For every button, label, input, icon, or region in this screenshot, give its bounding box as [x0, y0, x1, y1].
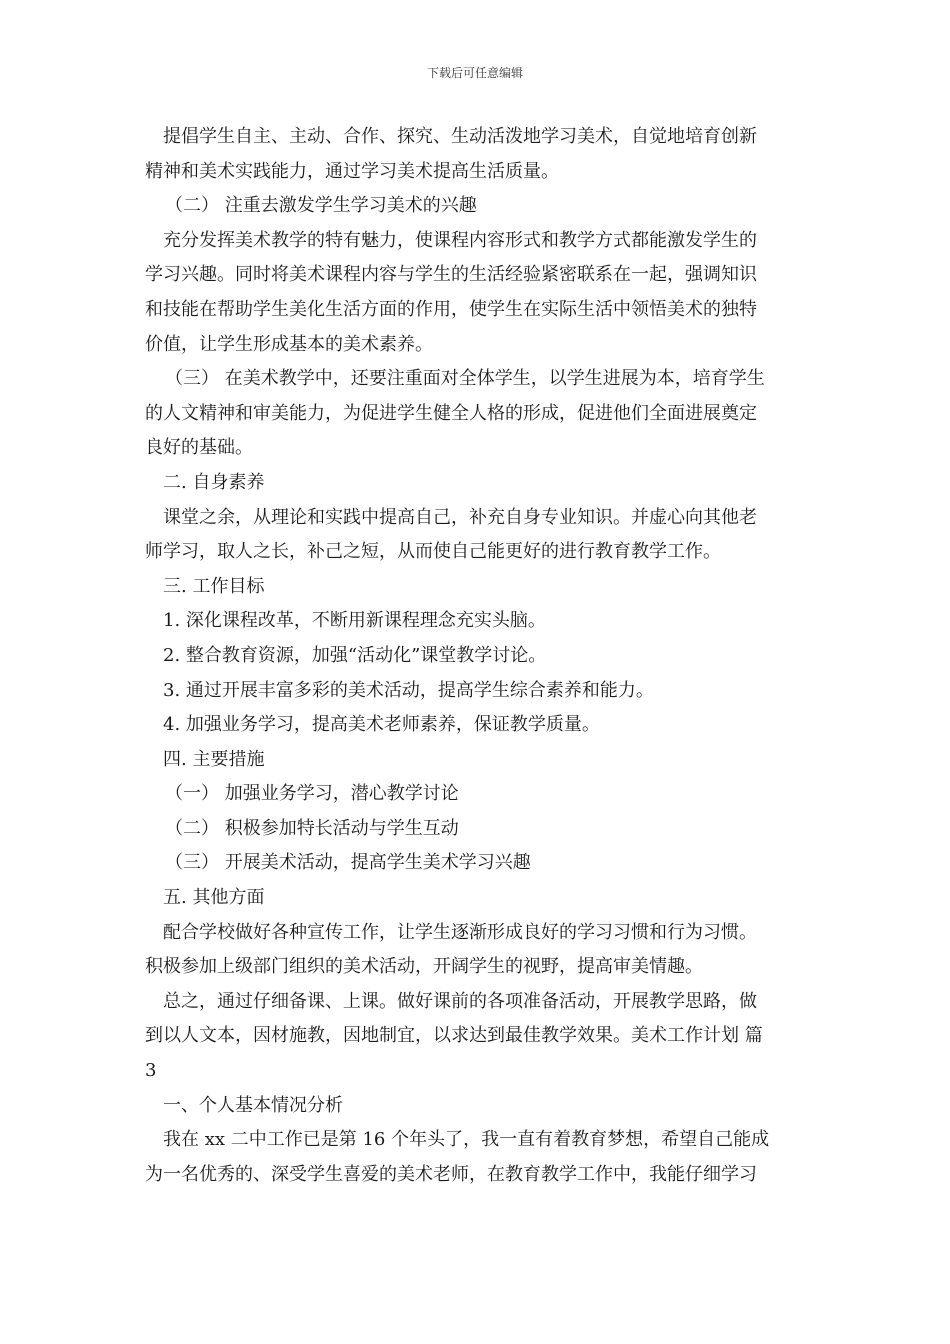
list-item: 3. 通过开展丰富多彩的美术活动，提高学生综合素养和能力。 — [163, 679, 654, 701]
paragraph-line: 充分发挥美术教学的特有魅力，使课程内容形式和教学方式都能激发学生的 — [163, 229, 757, 251]
paragraph-line: 良好的基础。 — [145, 437, 253, 459]
paragraph-line: 到以人文本，因材施教，因地制宜，以求达到最佳教学效果。美术工作计划 篇 — [145, 1025, 763, 1047]
paragraph-line: 总之，通过仔细备课、上课。做好课前的各项准备活动，开展教学思路，做 — [163, 990, 757, 1012]
section-heading: 二. 自身素养 — [163, 471, 265, 493]
paragraph-line: 3 — [145, 1060, 157, 1082]
section-heading: 四. 主要措施 — [163, 748, 265, 770]
section-heading: （二） 注重去激发学生学习美术的兴趣 — [165, 195, 477, 217]
section-heading: 五. 其他方面 — [163, 887, 265, 909]
document-body — [145, 122, 808, 1194]
paragraph-line: （三） 在美术教学中，还要注重面对全体学生，以学生进展为本，培育学生 — [165, 368, 765, 390]
section-heading: 三. 工作目标 — [163, 575, 265, 597]
list-item: 1. 深化课程改革，不断用新课程理念充实头脑。 — [163, 610, 546, 632]
paragraph-line: 的人文精神和审美能力，为促进学生健全人格的形成，促进他们全面进展奠定 — [145, 402, 757, 424]
page-header: 下载后可任意编辑 — [426, 66, 523, 80]
paragraph-line: 学习兴趣。同时将美术课程内容与学生的生活经验紧密联系在一起，强调知识 — [145, 264, 757, 286]
section-heading: 一、个人基本情况分析 — [163, 1094, 343, 1116]
list-item: （三） 开展美术活动，提高学生美术学习兴趣 — [165, 852, 531, 874]
paragraph-line: 和技能在帮助学生美化生活方面的作用，使学生在实际生活中领悟美术的独特 — [145, 298, 757, 320]
list-item: 2. 整合教育资源，加强“活动化”课堂教学讨论。 — [163, 644, 547, 666]
paragraph-line: 为一名优秀的、深受学生喜爱的美术老师，在教育教学工作中，我能仔细学习 — [145, 1163, 757, 1185]
list-item: （二） 积极参加特长活动与学生互动 — [165, 817, 459, 839]
list-item: 4. 加强业务学习，提高美术老师素养，保证教学质量。 — [163, 714, 600, 736]
paragraph-line: 提倡学生自主、主动、合作、探究、生动活泼地学习美术，自觉地培育创新 — [163, 126, 757, 147]
paragraph-line: 精神和美术实践能力，通过学习美术提高生活质量。 — [145, 160, 559, 182]
paragraph-line: 价值，让学生形成基本的美术素养。 — [145, 333, 433, 355]
paragraph-line: 配合学校做好各种宣传工作，让学生逐渐形成良好的学习习惯和行为习惯。 — [163, 921, 757, 943]
paragraph-line: 师学习，取人之长，补己之短，从而使自己能更好的进行教育教学工作。 — [145, 541, 721, 563]
paragraph-line: 课堂之余，从理论和实践中提高自己，补充自身专业知识。并虚心向其他老 — [163, 506, 757, 528]
paragraph-line: 积极参加上级部门组织的美术活动，开阔学生的视野，提高审美情趣。 — [145, 956, 703, 978]
list-item: （一） 加强业务学习，潜心教学讨论 — [165, 783, 459, 805]
paragraph-line: 我在 xx 二中工作已是第 16 个年头了，我一直有着教育梦想，希望自己能成 — [163, 1129, 770, 1151]
